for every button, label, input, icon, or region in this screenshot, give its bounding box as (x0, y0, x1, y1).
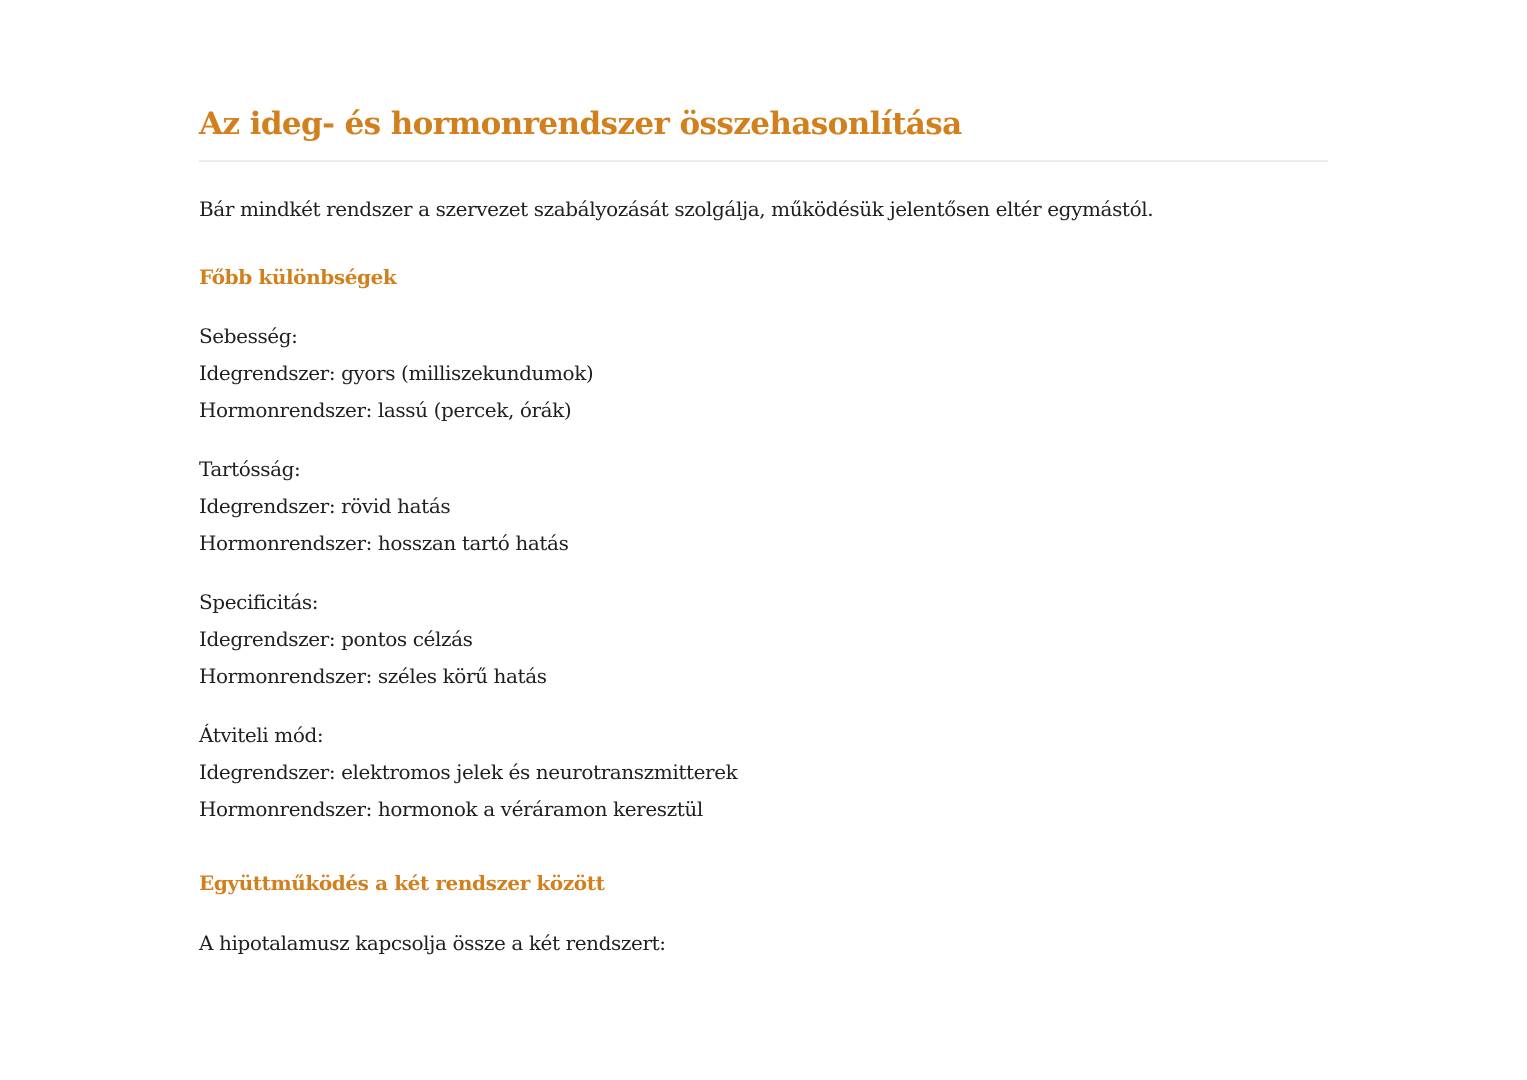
hormonal-system-line: Hormonrendszer: széles körű hatás (199, 664, 547, 688)
cooperation-paragraph: A hipotalamusz kapcsolja össze a két rendszert: (199, 931, 666, 955)
difference-group-transmission (199, 717, 1328, 828)
difference-group-duration (199, 451, 1328, 562)
nervous-system-line: Idegrendszer: elektromos jelek és neurotranszmitterek (199, 760, 738, 784)
hormonal-system-line: Hormonrendszer: hosszan tartó hatás (199, 531, 569, 555)
difference-label: Tartósság: (199, 457, 301, 481)
hormonal-system-line: Hormonrendszer: hormonok a véráramon keresztül (199, 797, 703, 821)
document (199, 98, 1328, 958)
nervous-system-line: Idegrendszer: pontos célzás (199, 627, 473, 651)
difference-label: Átviteli mód: (199, 723, 324, 747)
page-title: Az ideg- és hormonrendszer összehasonlítása (199, 98, 1328, 162)
cooperation-heading: Együttműködés a két rendszer között (199, 871, 605, 895)
nervous-system-line: Idegrendszer: gyors (milliszekundumok) (199, 361, 594, 385)
difference-label: Specificitás: (199, 590, 319, 614)
hormonal-system-line: Hormonrendszer: lassú (percek, órák) (199, 398, 572, 422)
differences-heading: Főbb különbségek (199, 265, 397, 289)
nervous-system-line: Idegrendszer: rövid hatás (199, 494, 451, 518)
difference-group-specificity (199, 584, 1328, 695)
difference-label: Sebesség: (199, 324, 298, 348)
difference-group-speed (199, 318, 1328, 429)
intro-paragraph: Bár mindkét rendszer a szervezet szabályozását szolgálja, működésük jelentősen eltér egymástól. (199, 197, 1154, 221)
